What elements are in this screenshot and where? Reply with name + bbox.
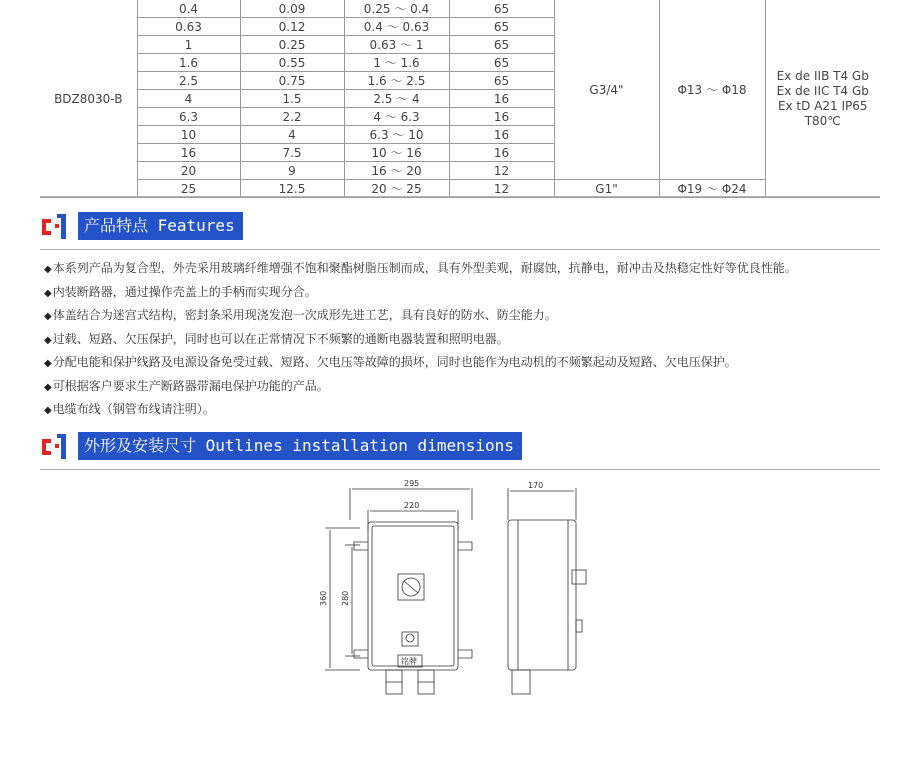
thread-cell: G3/4" [554,0,659,180]
feature-item: ◆电缆布线（钢管布线请注明）。 [44,402,215,416]
dim-width-mount: 220 [404,501,420,510]
cert-line: T80℃ [804,113,841,128]
table-cell: 2.5 ～ 4 [344,90,449,108]
table-cell: 65 [449,0,554,18]
diamond-bullet-icon: ◆ [44,405,52,416]
table-cell: 1.5 [240,90,344,108]
thread-cell: G1" [554,180,659,198]
table-cell: 4 ～ 6.3 [344,108,449,126]
table-cell: 6.3 [137,108,240,126]
cert-line: Ex tD A21 IP65 [777,98,868,113]
table-cell: 16 [449,90,554,108]
diamond-bullet-icon: ◆ [44,334,52,346]
diamond-bullet-icon: ◆ [44,264,52,275]
features-list [44,258,884,423]
table-cell: 0.09 [240,0,344,18]
table-cell: 4 [240,126,344,144]
feature-item: ◆分配电能和保护线路及电源设备免受过载、短路、欠电压等故障的损坏，同时也能作为电动机的不频繁起动及短路、欠电压保护。 [44,355,737,369]
table-bottom-rule [40,196,880,197]
table-cell: 1.6 [137,54,240,72]
outline-header [40,432,880,462]
table-cell: 0.55 [240,54,344,72]
feature-item: ◆体盖结合为迷宫式结构，密封条采用现浇发泡一次成形先进工艺，具有良好的防水、防尘能力。 [44,308,557,322]
table-cell: 0.4 ～ 0.63 [344,18,449,36]
table-cell: 65 [449,18,554,36]
table-row [40,180,880,198]
diamond-bullet-icon: ◆ [44,381,52,393]
table-cell: 0.63 [137,18,240,36]
table-cell: 10 ～ 16 [344,144,449,162]
table-cell: 16 [137,144,240,162]
feature-item: ◆本系列产品为复合型，外壳采用玻璃纤维增强不饱和聚酯树脂压制而成，具有外型美观，耐腐蚀，抗静电，耐冲击及热稳定性好等优良性能。 [44,261,797,275]
table-cell: 2.5 [137,72,240,90]
table-cell: 7.5 [240,144,344,162]
features-rule [40,249,880,250]
table-cell: 16 ～ 20 [344,162,449,180]
section-bracket-icon [40,432,70,462]
table-cell: 1 ～ 1.6 [344,54,449,72]
table-cell: 6.3 ～ 10 [344,126,449,144]
table-cell: 0.63 ～ 1 [344,36,449,54]
model-cell: BDZ8030-B [40,0,137,198]
diamond-bullet-icon: ◆ [44,287,52,299]
spec-table-body [40,0,880,198]
features-header [40,212,880,242]
features-title: 产品特点 Features [78,212,243,240]
cert-line: Ex de IIC T4 Gb [776,83,869,98]
cert-line: Ex de IIB T4 Gb [776,68,869,83]
table-cell: 0.75 [240,72,344,90]
dimension-drawing [300,470,600,710]
table-cell: 16 [449,144,554,162]
diamond-bullet-icon: ◆ [44,358,52,369]
table-cell: 16 [449,108,554,126]
table-cell: 9 [240,162,344,180]
table-cell: 65 [449,72,554,90]
table-cell: 0.25 [240,36,344,54]
table-cell: 65 [449,54,554,72]
table-cell: 20 ～ 25 [344,180,449,198]
feature-item: ◆可根据客户要求生产断路器带漏电保护功能的产品。 [44,378,329,393]
table-cell: 65 [449,36,554,54]
table-row [40,0,880,18]
table-cell: 10 [137,126,240,144]
diamond-bullet-icon: ◆ [44,311,52,322]
cable-cell: Φ19 ～ Φ24 [659,180,765,198]
table-cell: 1 [137,36,240,54]
outline-title: 外形及安装尺寸 Outlines installation dimensions [78,432,522,460]
table-cell: 2.2 [240,108,344,126]
nameplate-label: 铭牌 [401,657,417,666]
table-cell: 0.4 [137,0,240,18]
table-cell: 4 [137,90,240,108]
cable-cell: Φ13 ～ Φ18 [659,0,765,180]
cert-cell [765,0,880,198]
table-cell: 25 [137,180,240,198]
table-cell: 0.25 ～ 0.4 [344,0,449,18]
feature-item: ◆过载、短路、欠压保护，同时也可以在正常情况下不频繁的通断电器装置和照明电器。 [44,331,509,346]
table-cell: 20 [137,162,240,180]
table-cell: 12 [449,162,554,180]
table-cell: 16 [449,126,554,144]
table-cell: 12 [449,180,554,198]
section-bracket-icon [40,212,70,242]
dim-depth: 170 [528,481,544,490]
table-cell: 0.12 [240,18,344,36]
table-cell: 1.6 ～ 2.5 [344,72,449,90]
spec-table [40,0,880,198]
table-cell: 12.5 [240,180,344,198]
dim-height-mount: 280 [341,590,350,606]
dim-height-total: 360 [319,590,328,606]
feature-item: ◆内装断路器，通过操作壳盖上的手柄而实现分合。 [44,284,317,299]
dim-width-total: 295 [404,479,420,488]
